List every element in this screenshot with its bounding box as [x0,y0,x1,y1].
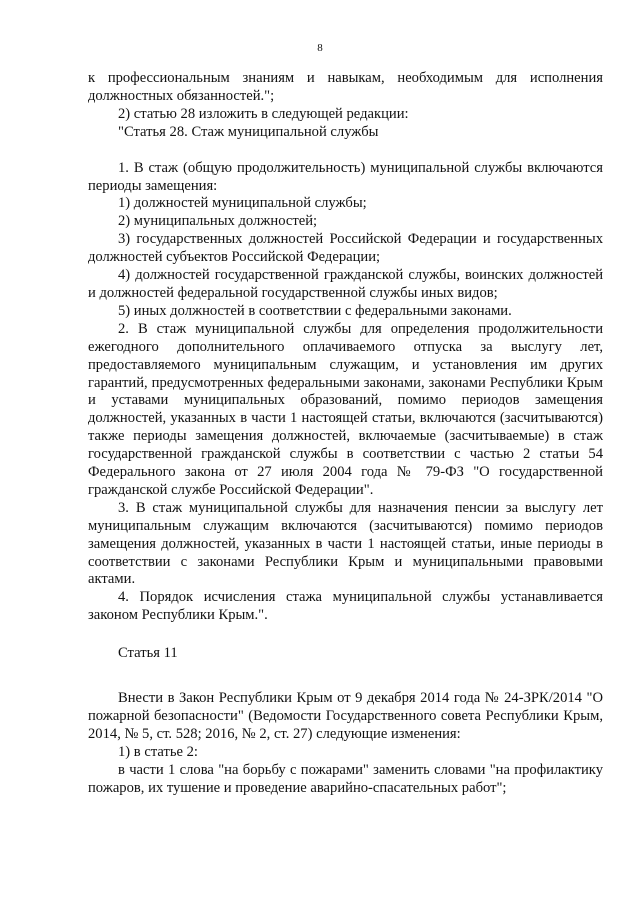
list-item-2: 2) муниципальных должностей; [118,213,318,230]
document-body [88,70,603,798]
article-11-heading: Статья 11 [118,645,178,662]
article-11-intro: Внести в Закон Республики Крым от 9 декабря 2014 года № 24-ЗРК/2014 "О пожарной безопасности" (Ведомости Государственного совета Республики Крым, 2014, № 5, ст. 528; 2016, № 2, ст. 27) следующие изменения: [88,690,603,742]
amendment-item-1: 1) в статье 2: [118,743,198,760]
amendment-part-1: в части 1 слова "на борьбу с пожарами" заменить словами "на профилактику пожаров, их тушение и проведение аварийно-спасательных работ"; [88,761,603,796]
list-item-4: 4) должностей государственной гражданской службы, воинских должностей и должностей федеральной государственной службы иных видов; [88,267,603,301]
list-item-1: 1) должностей муниципальной службы; [118,195,367,212]
article-28-part-1: 1. В стаж (общую продолжительность) муниципальной службы включаются периоды замещения: [88,159,603,194]
paragraph-continuation: к профессиональным знаниям и навыкам, необходимым для исполнения должностных обязанностей."; [88,70,603,104]
list-item-5: 5) иных должностей в соответствии с федеральными законами. [118,302,512,319]
article-28-part-3: 3. В стаж муниципальной службы для назначения пенсии за выслугу лет муниципальным служащим включаются (засчитываются) помимо периодов замещения должностей, указанных в части 1 настоящей статьи, иные периоды в соответствии с законами Республики Крым и муниципальными правовыми актами. [88,499,603,588]
article-28-part-4: 4. Порядок исчисления стажа муниципальной службы устанавливается законом Республики Крым.". [88,589,603,624]
page-number: 8 [317,42,323,54]
paragraph-amendment-2: 2) статью 28 изложить в следующей редакции: [118,105,409,122]
list-item-3: 3) государственных должностей Российской Федерации и государственных должностей субъектов Российской Федерации; [88,231,603,266]
article-28-part-2: 2. В стаж муниципальной службы для определения продолжительности ежегодного дополнительного оплачиваемого отпуска за выслугу лет, предоставляемого муниципальным служащим, и установления им других гарантий, предусмотренных федеральными законами, законами Республики Крым и уставами муниципальных образований, помимо периодов замещения должностей, указанных в части 1 настоящей статьи, включаются (засчитываются) также периоды замещения должностей, включаемые (засчитываемые) в стаж государственной гражданской службы в соответствии с частью 2 статьи 54 Федерального закона от 27 июля 2004 года № 79-ФЗ "О государственной гражданской службе Российской Федерации". [88,320,603,498]
article-28-heading: "Статья 28. Стаж муниципальной службы [118,123,379,140]
